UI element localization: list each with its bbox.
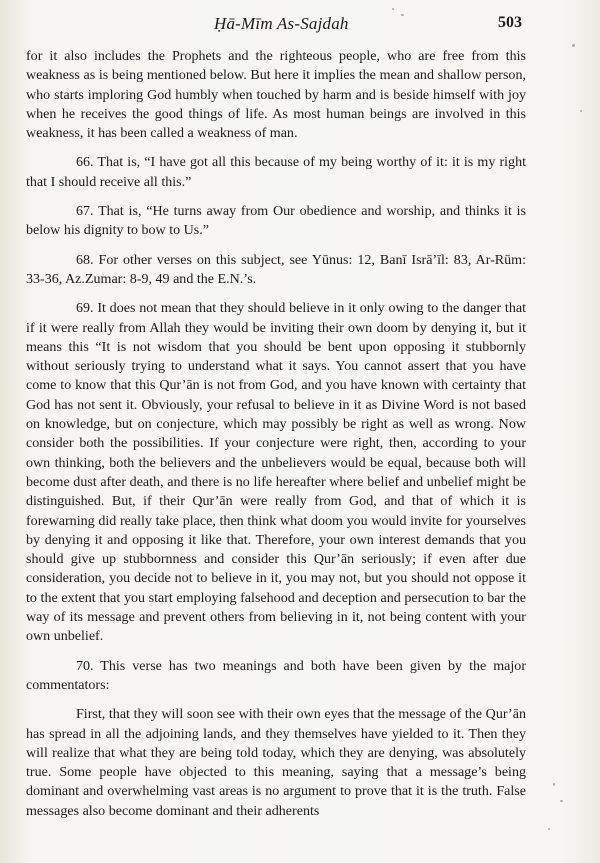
scan-speck — [548, 828, 550, 830]
page-number: 503 — [498, 14, 522, 31]
paragraph-continuation: for it also includes the Prophets and the righteous people, who are free from this weakness as is being mentioned below. But here it implies the mean and shallow person, who starts imploring God humbly when touched by harm and is beside himself with joy when he receives the good things of life. As most human beings are involved in this weakness, it has been called a weakness of man. — [26, 48, 526, 142]
body-text — [26, 47, 526, 831]
scan-speck — [572, 44, 575, 47]
note-67: 67. That is, “He turns away from Our obedience and worship, and thinks it is below his dignity to bow to Us.” — [26, 203, 526, 239]
running-title: Ḥā-Mīm As-Sajdah — [214, 14, 349, 33]
note-70-first-meaning: First, that they will soon see with their own eyes that the message of the Qur’ān has spread in all the adjoining lands, and they themselves have yielded to it. Then they will realize that what they are being told today, which they are denying, was absolutely true. Some people have objected to this meaning, saying that a message’s being dominant and overwhelming vast areas is no argument to prove that it is the truth. False messages also become dominant and their adherents — [26, 706, 526, 819]
note-70: 70. This verse has two meanings and both have been given by the major commentators: — [26, 657, 526, 693]
scan-speck — [553, 783, 555, 786]
scan-speck — [392, 8, 394, 10]
scan-speck — [401, 14, 404, 16]
note-69: 69. It does not mean that they should believe in it only owing to the danger that if it were really from Allah they would be inviting their own doom by denying it, but it means this “It is not wisdom that you should be bent upon opposing it stubbornly without seriously trying to understand what it says. You cannot assert that you have come to know that this Qur’ān is not from God, and you have known with certainty that God has not sent it. Obviously, your refusal to believe in it as Divine Word is not based on knowledge, but on conjecture, which may possibly be right as well as wrong. Now consider both the possibilities. If your conjecture were right, then, according to your own thinking, both the believers and the unbelievers would be equal, because both will become dust after death, and there is no life hereafter where belief and unbelief might be distinguished. But, if their Qur’ān were really from God, and that of which it is forewarning did really take place, then think what doom you would invite for yourselves by denying it and opposing it like that. Therefore, your own interest demands that you should give up stubbornness and consider this Qur’ān seriously; if even after due consideration, you decide not to believe in it, you may not, but you should not oppose it to the extent that you start employing falsehood and deception and persecution to bar the way of its message and prevent others from believing in it, not being content with your own unbelief. — [26, 300, 526, 645]
scan-speck — [580, 110, 582, 112]
note-66: 66. That is, “I have got all this because of my being worthy of it: it is my right that I should receive all this.” — [26, 154, 526, 190]
page-header — [0, 12, 600, 38]
scan-speck — [560, 800, 563, 802]
note-68: 68. For other verses on this subject, see Yūnus: 12, Banī Isrā’īl: 83, Ar-Rūm: 33-36, Az.Zumar: 8-9, 49 and the E.N.’s. — [26, 251, 526, 287]
